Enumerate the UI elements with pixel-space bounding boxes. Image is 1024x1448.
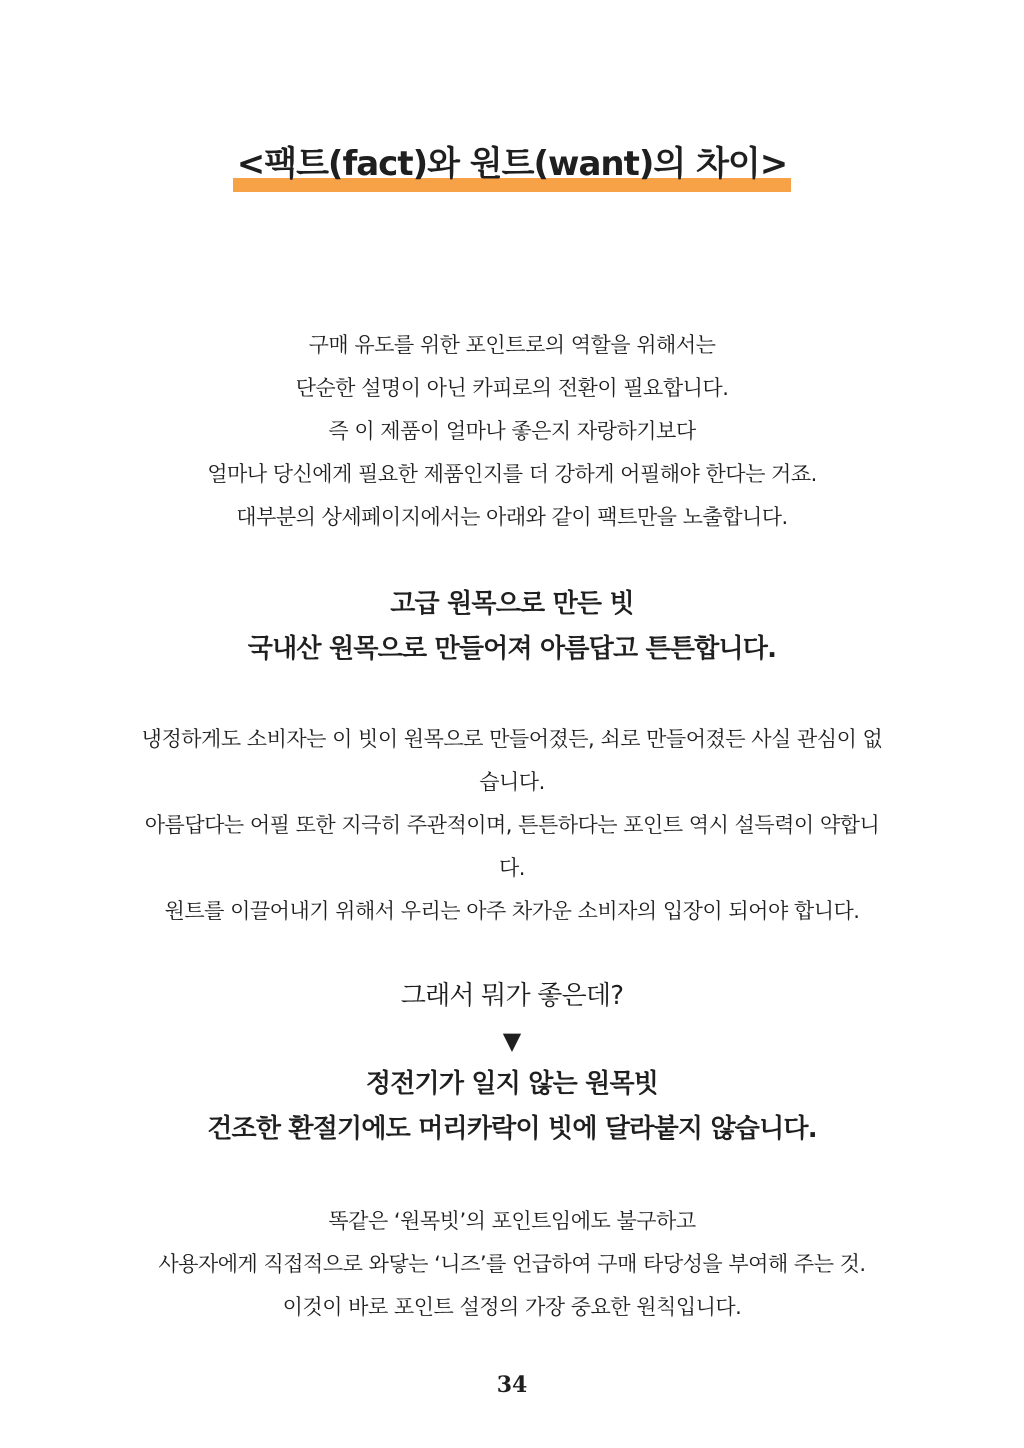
question-heading <box>60 974 964 1019</box>
analysis-line: 원트를 이끌어내기 위해서 우리는 아주 차가운 소비자의 입장이 되어야 합니다. <box>164 899 860 923</box>
analysis-line: 냉정하게도 소비자는 이 빗이 원목으로 만들어졌든, 쇠로 만들어졌든 사실 관심이 없 <box>141 727 883 751</box>
down-triangle-icon: ▼ <box>502 1027 522 1055</box>
page-number: 34 <box>496 1372 528 1398</box>
conclusion-line: 사용자에게 직접적으로 와닿는 ‘니즈’를 언급하여 구매 타당성을 부여해 주는 것. <box>158 1252 866 1276</box>
analysis-paragraph <box>60 718 964 933</box>
fact-example-heading <box>60 582 964 672</box>
fact-example-line: 국내산 원목으로 만들어져 아름답고 튼튼합니다. <box>247 634 777 664</box>
analysis-line: 습니다. <box>479 770 545 794</box>
page-title <box>233 140 792 188</box>
intro-line: 대부분의 상세페이지에서는 아래와 같이 팩트만을 노출합니다. <box>236 505 788 529</box>
want-example-heading <box>60 1062 964 1152</box>
analysis-line: 아름답다는 어필 또한 지극히 주관적이며, 튼튼하다는 포인트 역시 설득력이 약합니 <box>144 813 880 837</box>
question-text: 그래서 뭐가 좋은데? <box>400 981 624 1011</box>
intro-line: 즉 이 제품이 얼마나 좋은지 자랑하기보다 <box>328 419 696 443</box>
title-container <box>0 140 1024 188</box>
fact-example-line: 고급 원목으로 만든 빗 <box>390 589 634 619</box>
conclusion-line: 이것이 바로 포인트 설정의 가장 중요한 원칙입니다. <box>282 1295 742 1319</box>
want-example-line: 정전기가 일지 않는 원목빗 <box>365 1069 659 1099</box>
intro-line: 구매 유도를 위한 포인트로의 역할을 위해서는 <box>308 333 716 357</box>
conclusion-paragraph <box>60 1200 964 1329</box>
conclusion-line: 똑같은 ‘원목빗’의 포인트임에도 불구하고 <box>328 1209 696 1233</box>
analysis-line: 다. <box>499 856 525 880</box>
intro-line: 단순한 설명이 아닌 카피로의 전환이 필요합니다. <box>295 376 729 400</box>
intro-paragraph <box>60 324 964 539</box>
page-title-text: <팩트(fact)와 원트(want)의 차이> <box>236 144 788 184</box>
intro-line: 얼마나 당신에게 필요한 제품인지를 더 강하게 어필해야 한다는 거죠. <box>207 462 817 486</box>
want-example-line: 건조한 환절기에도 머리카락이 빗에 달라붙지 않습니다. <box>207 1114 817 1144</box>
